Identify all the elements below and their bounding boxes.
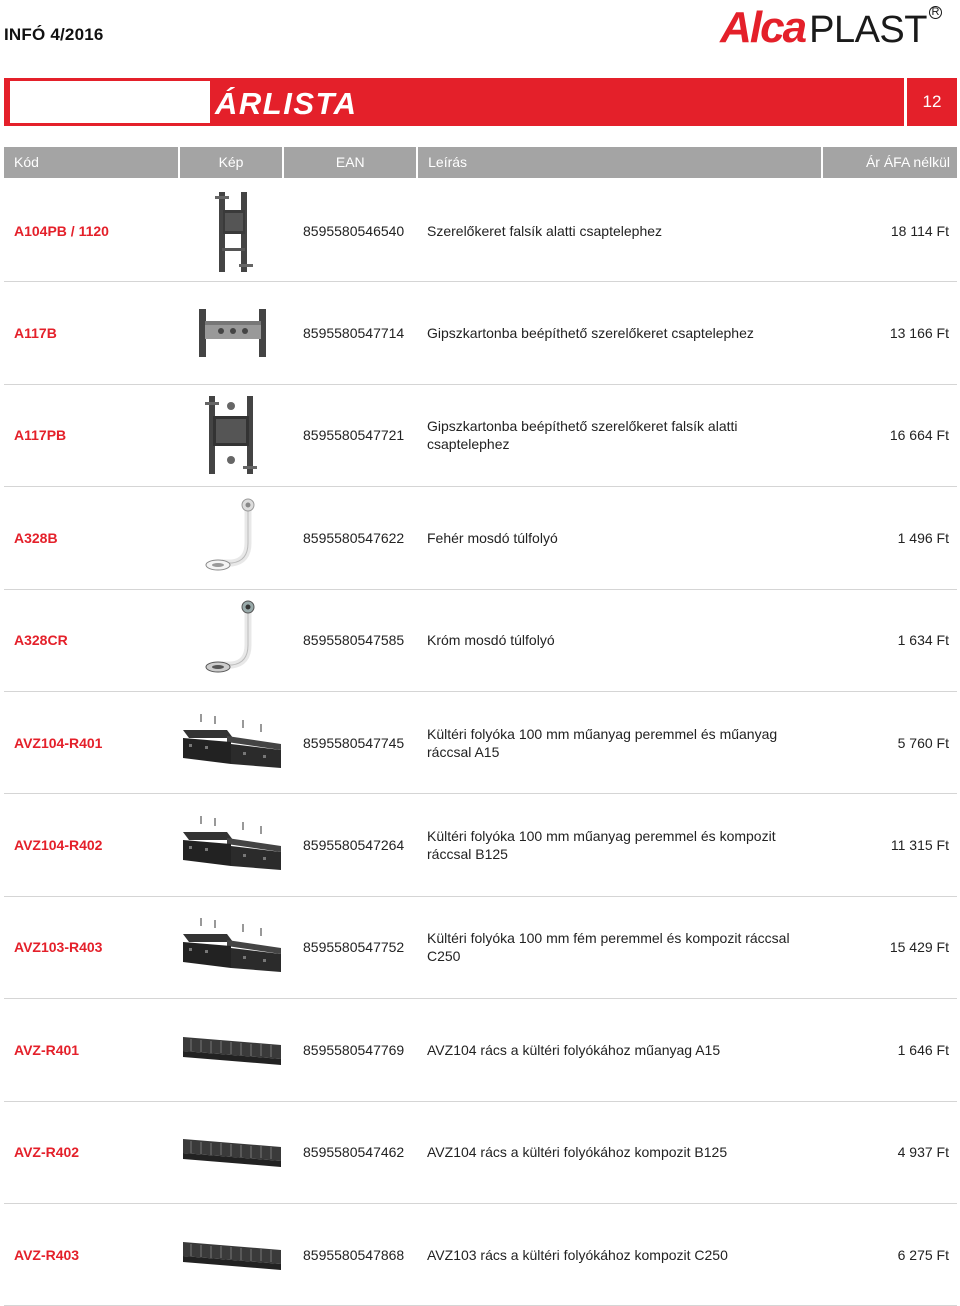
product-image (180, 590, 285, 691)
product-image (180, 999, 285, 1100)
table-header (4, 147, 957, 178)
product-description: Fehér mosdó túlfolyó (427, 529, 558, 546)
table-row-10 (4, 1102, 957, 1204)
title-band (4, 78, 957, 126)
product-description: AVZ103 rács a kültéri folyókához kompozit C250 (427, 1246, 728, 1263)
product-image (180, 1102, 285, 1203)
product-code: AVZ-R403 (14, 1246, 80, 1263)
product-price: 5 760 Ft (897, 734, 949, 751)
product-price: 6 275 Ft (897, 1246, 949, 1263)
ean-code: 8595580547714 (303, 325, 405, 342)
product-description: Gipszkartonba beépíthető szerelőkeret csaptelephez (427, 325, 754, 342)
product-description: Szerelőkeret falsík alatti csaptelephez (427, 222, 663, 239)
ean-code: 8595580547745 (303, 734, 405, 751)
overflow-pipe-white-icon (198, 495, 268, 581)
ean-code: 8595580547769 (303, 1041, 405, 1058)
top-bar (0, 0, 960, 72)
product-price: 1 496 Ft (897, 529, 949, 546)
page-number-box (904, 78, 957, 126)
column-header-ean: EAN (284, 147, 416, 178)
drain-channel-icon (181, 810, 285, 880)
ean-code: 8595580547622 (303, 529, 405, 546)
product-description: Kültéri folyóka 100 mm műanyag peremmel és műanyag ráccsal A15 (427, 725, 778, 760)
table-row-1 (4, 180, 957, 282)
ean-code: 8595580547264 (303, 837, 405, 854)
table-row-6 (4, 692, 957, 794)
drain-channel-icon (181, 708, 285, 778)
product-image (180, 487, 285, 588)
product-price: 11 315 Ft (890, 837, 949, 854)
product-description: AVZ104 rács a kültéri folyókához kompozit B125 (427, 1144, 728, 1161)
product-image (180, 1204, 285, 1305)
price-table (4, 180, 957, 1306)
issue-label: INFÓ 4/2016 (4, 25, 104, 44)
drain-grate-icon (181, 1127, 285, 1177)
product-code: AVZ-R402 (14, 1144, 80, 1161)
tall-mounting-frame-icon (203, 188, 263, 274)
column-header-kod: Kód (4, 147, 178, 178)
product-description: Kültéri folyóka 100 mm fém peremmel és kompozit ráccsal C250 (427, 930, 790, 965)
product-code: A104PB / 1120 (14, 222, 109, 239)
product-price: 18 114 Ft (890, 222, 949, 239)
table-row-5 (4, 590, 957, 692)
product-description: Gipszkartonba beépíthető szerelőkeret falsík alatti csaptelephez (427, 418, 738, 453)
product-code: AVZ103-R403 (14, 939, 103, 956)
product-image (180, 180, 285, 281)
product-price: 4 937 Ft (897, 1144, 949, 1161)
product-code: A117B (14, 325, 57, 342)
page-number: 12 (922, 92, 942, 111)
product-code: AVZ104-R401 (14, 734, 103, 751)
ean-code: 8595580547721 (303, 427, 405, 444)
brand-logo-plast: PLAST (809, 9, 927, 51)
brand-logo-alca: Alca (720, 3, 806, 52)
column-header-kep: Kép (180, 147, 283, 178)
product-description: Kültéri folyóka 100 mm műanyag peremmel és kompozit ráccsal B125 (427, 828, 776, 863)
table-row-9 (4, 999, 957, 1101)
product-price: 15 429 Ft (889, 939, 949, 956)
product-image (180, 692, 285, 793)
product-code: AVZ-R401 (14, 1041, 80, 1058)
table-row-4 (4, 487, 957, 589)
brand-logo (720, 4, 942, 50)
ean-code: 8595580547868 (303, 1246, 405, 1263)
plate-mounting-frame-icon (201, 392, 265, 478)
product-description: AVZ104 rács a kültéri folyókához műanyag A15 (427, 1041, 721, 1058)
product-price: 1 646 Ft (897, 1041, 949, 1058)
product-price: 13 166 Ft (889, 325, 949, 342)
column-header-ar: Ár ÁFA nélkül (823, 147, 957, 178)
product-code: A117PB (14, 427, 67, 444)
table-row-2 (4, 282, 957, 384)
title-box (10, 81, 210, 123)
product-description: Króm mosdó túlfolyó (427, 632, 555, 649)
product-image (180, 385, 285, 486)
ean-code: 8595580547752 (303, 939, 405, 956)
horizontal-mounting-frame-icon (193, 303, 273, 363)
page-title: ÁRLISTA (215, 86, 358, 121)
product-code: A328B (14, 529, 58, 546)
drain-channel-icon (181, 912, 285, 982)
product-code: AVZ104-R402 (14, 837, 103, 854)
ean-code: 8595580546540 (303, 222, 405, 239)
drain-grate-icon (181, 1230, 285, 1280)
table-row-11 (4, 1204, 957, 1306)
table-row-7 (4, 794, 957, 896)
product-price: 16 664 Ft (889, 427, 949, 444)
product-code: A328CR (14, 632, 68, 649)
column-header-leiras: Leírás (418, 147, 821, 178)
table-row-8 (4, 897, 957, 999)
table-row-3 (4, 385, 957, 487)
product-image (180, 897, 285, 998)
product-image (180, 282, 285, 383)
ean-code: 8595580547462 (303, 1144, 405, 1161)
product-price: 1 634 Ft (897, 632, 949, 649)
product-image (180, 794, 285, 895)
overflow-pipe-chrome-icon (198, 597, 268, 683)
ean-code: 8595580547585 (303, 632, 405, 649)
drain-grate-icon (181, 1025, 285, 1075)
registered-mark-icon: R (929, 6, 942, 19)
